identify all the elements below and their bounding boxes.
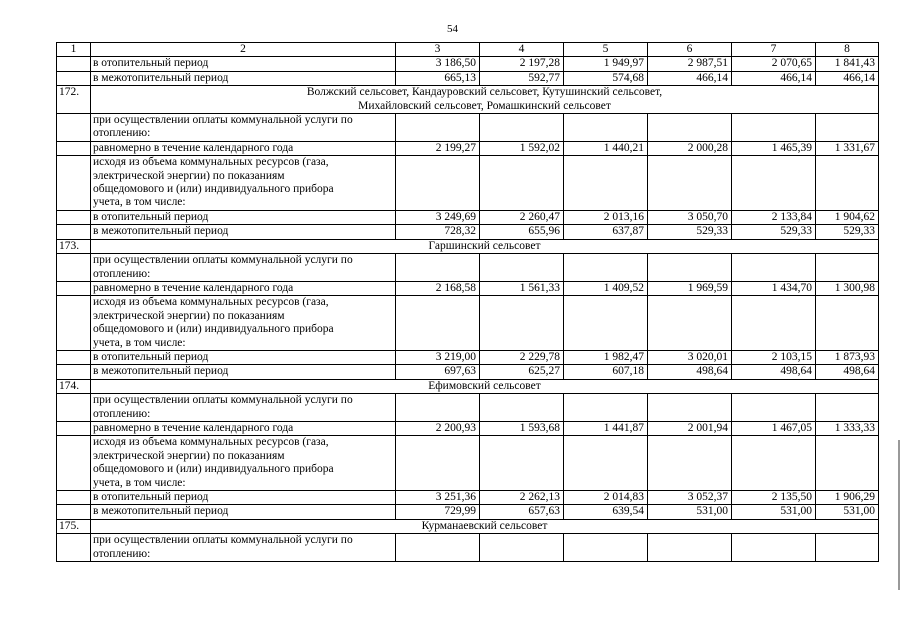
scan-edge-line <box>898 440 900 590</box>
label-line: электрической энергии) по показаниям <box>93 449 285 462</box>
table-row <box>57 57 879 71</box>
value-cell: 1 873,93 <box>816 350 879 364</box>
label-line: исходя из объема коммунальных ресурсов (газа, <box>93 156 329 169</box>
label-line: учета, в том числе: <box>93 336 186 349</box>
label-line: общедомового и (или) индивидуального прибора <box>93 463 334 476</box>
label-line: при осуществлении оплаты коммунальной услуги по <box>93 254 353 267</box>
empty-cell <box>480 296 564 351</box>
empty-cell <box>564 394 648 422</box>
text-row <box>57 394 879 422</box>
value-cell: 529,33 <box>732 225 816 239</box>
value-cell: 1 300,98 <box>816 281 879 295</box>
empty-cell <box>648 296 732 351</box>
empty-cell <box>816 156 879 211</box>
value-cell: 1 465,39 <box>732 141 816 155</box>
empty-cell <box>648 254 732 282</box>
table-row <box>57 350 879 364</box>
row-label <box>91 534 396 562</box>
empty-cell <box>396 156 480 211</box>
empty-cell <box>732 156 816 211</box>
label-line: учета, в том числе: <box>93 476 186 489</box>
value-cell: 607,18 <box>564 365 648 379</box>
value-cell: 2 135,50 <box>732 491 816 505</box>
empty-cell <box>648 156 732 211</box>
value-cell: 2 013,16 <box>564 210 648 224</box>
value-cell: 655,96 <box>480 225 564 239</box>
region-row <box>57 379 879 393</box>
value-cell: 3 219,00 <box>396 350 480 364</box>
row-number-cell <box>57 254 91 282</box>
value-cell: 2 197,28 <box>480 57 564 71</box>
value-cell: 529,33 <box>648 225 732 239</box>
empty-cell <box>480 114 564 142</box>
region-number: 175. <box>57 519 91 533</box>
value-cell: 1 592,02 <box>480 141 564 155</box>
value-cell: 2 260,47 <box>480 210 564 224</box>
label-line: общедомового и (или) индивидуального прибора <box>93 323 334 336</box>
row-label <box>91 394 396 422</box>
empty-cell <box>396 436 480 491</box>
label-line: электрической энергии) по показаниям <box>93 169 285 182</box>
label-line: отоплению: <box>93 547 151 560</box>
row-number-cell <box>57 505 91 519</box>
row-label: равномерно в течение календарного года <box>91 421 396 435</box>
empty-cell <box>480 394 564 422</box>
table-row <box>57 71 879 85</box>
value-cell: 3 249,69 <box>396 210 480 224</box>
row-number-cell <box>57 281 91 295</box>
row-label: в межотопительный период <box>91 505 396 519</box>
row-label: в отопительный период <box>91 210 396 224</box>
row-number-cell <box>57 436 91 491</box>
row-label: в межотопительный период <box>91 365 396 379</box>
empty-cell <box>732 296 816 351</box>
text-row <box>57 254 879 282</box>
empty-cell <box>480 254 564 282</box>
region-row <box>57 86 879 114</box>
row-label: в отопительный период <box>91 491 396 505</box>
row-number-cell <box>57 394 91 422</box>
table-row <box>57 281 879 295</box>
value-cell: 1 441,87 <box>564 421 648 435</box>
value-cell: 531,00 <box>648 505 732 519</box>
column-number: 8 <box>816 43 879 57</box>
region-name-line: Курманаевский сельсовет <box>421 519 548 532</box>
table-row <box>57 491 879 505</box>
value-cell: 3 251,36 <box>396 491 480 505</box>
value-cell: 466,14 <box>816 71 879 85</box>
value-cell: 1 906,29 <box>816 491 879 505</box>
value-cell: 592,77 <box>480 71 564 85</box>
column-number: 7 <box>732 43 816 57</box>
row-label: в межотопительный период <box>91 225 396 239</box>
label-line: исходя из объема коммунальных ресурсов (газа, <box>93 296 329 309</box>
value-cell: 2 987,51 <box>648 57 732 71</box>
row-number-cell <box>57 534 91 562</box>
empty-cell <box>816 254 879 282</box>
region-number: 174. <box>57 379 91 393</box>
value-cell: 637,87 <box>564 225 648 239</box>
empty-cell <box>480 534 564 562</box>
text-row <box>57 436 879 491</box>
row-label <box>91 296 396 351</box>
row-number-cell <box>57 225 91 239</box>
page-number: 54 <box>447 23 458 35</box>
empty-cell <box>396 296 480 351</box>
label-line: при осуществлении оплаты коммунальной услуги по <box>93 534 353 547</box>
table-row <box>57 505 879 519</box>
value-cell: 1 333,33 <box>816 421 879 435</box>
value-cell: 466,14 <box>732 71 816 85</box>
column-number: 4 <box>480 43 564 57</box>
row-label: в отопительный период <box>91 57 396 71</box>
value-cell: 728,32 <box>396 225 480 239</box>
row-number-cell <box>57 491 91 505</box>
text-row <box>57 156 879 211</box>
row-label: равномерно в течение календарного года <box>91 281 396 295</box>
empty-cell <box>732 436 816 491</box>
label-line: электрической энергии) по показаниям <box>93 309 285 322</box>
value-cell: 498,64 <box>816 365 879 379</box>
empty-cell <box>396 114 480 142</box>
table-row <box>57 141 879 155</box>
empty-cell <box>564 156 648 211</box>
row-number-cell <box>57 114 91 142</box>
region-number: 173. <box>57 239 91 253</box>
table-row <box>57 210 879 224</box>
region-name-line: Волжский сельсовет, Кандауровский сельсовет, Кутушинский сельсовет, <box>306 86 663 99</box>
empty-cell <box>480 436 564 491</box>
empty-cell <box>732 394 816 422</box>
value-cell: 2 168,58 <box>396 281 480 295</box>
row-number-cell <box>57 57 91 71</box>
table-row <box>57 421 879 435</box>
value-cell: 3 050,70 <box>648 210 732 224</box>
label-line: исходя из объема коммунальных ресурсов (газа, <box>93 436 329 449</box>
label-line: отоплению: <box>93 127 151 140</box>
text-row <box>57 534 879 562</box>
value-cell: 2 133,84 <box>732 210 816 224</box>
empty-cell <box>732 534 816 562</box>
empty-cell <box>564 436 648 491</box>
empty-cell <box>564 254 648 282</box>
region-name-line: Михайловский сельсовет, Ромашкинский сельсовет <box>358 99 611 112</box>
empty-cell <box>648 534 732 562</box>
value-cell: 1 593,68 <box>480 421 564 435</box>
value-cell: 2 103,15 <box>732 350 816 364</box>
value-cell: 531,00 <box>732 505 816 519</box>
value-cell: 625,27 <box>480 365 564 379</box>
row-number-cell <box>57 210 91 224</box>
column-number: 2 <box>91 43 396 57</box>
value-cell: 1 467,05 <box>732 421 816 435</box>
value-cell: 529,33 <box>816 225 879 239</box>
value-cell: 665,13 <box>396 71 480 85</box>
value-cell: 1 904,62 <box>816 210 879 224</box>
value-cell: 1 434,70 <box>732 281 816 295</box>
column-number: 6 <box>648 43 732 57</box>
row-label: равномерно в течение календарного года <box>91 141 396 155</box>
value-cell: 657,63 <box>480 505 564 519</box>
empty-cell <box>564 534 648 562</box>
value-cell: 639,54 <box>564 505 648 519</box>
value-cell: 1 409,52 <box>564 281 648 295</box>
value-cell: 1 982,47 <box>564 350 648 364</box>
region-row <box>57 519 879 533</box>
value-cell: 2 000,28 <box>648 141 732 155</box>
empty-cell <box>648 436 732 491</box>
empty-cell <box>816 436 879 491</box>
region-name <box>91 379 879 393</box>
text-row <box>57 296 879 351</box>
empty-cell <box>732 254 816 282</box>
value-cell: 2 014,83 <box>564 491 648 505</box>
value-cell: 2 001,94 <box>648 421 732 435</box>
column-number: 3 <box>396 43 480 57</box>
region-name <box>91 519 879 533</box>
value-cell: 2 199,27 <box>396 141 480 155</box>
empty-cell <box>648 114 732 142</box>
label-line: общедомового и (или) индивидуального прибора <box>93 183 334 196</box>
region-number: 172. <box>57 86 91 114</box>
empty-cell <box>648 394 732 422</box>
region-name <box>91 239 879 253</box>
value-cell: 2 229,78 <box>480 350 564 364</box>
region-name-line: Ефимовский сельсовет <box>428 379 541 392</box>
value-cell: 498,64 <box>732 365 816 379</box>
empty-cell <box>732 114 816 142</box>
value-cell: 697,63 <box>396 365 480 379</box>
empty-cell <box>396 534 480 562</box>
empty-cell <box>480 156 564 211</box>
value-cell: 2 070,65 <box>732 57 816 71</box>
value-cell: 3 186,50 <box>396 57 480 71</box>
row-number-cell <box>57 365 91 379</box>
empty-cell <box>564 296 648 351</box>
row-number-cell <box>57 350 91 364</box>
value-cell: 2 200,93 <box>396 421 480 435</box>
empty-cell <box>816 534 879 562</box>
value-cell: 574,68 <box>564 71 648 85</box>
label-line: при осуществлении оплаты коммунальной услуги по <box>93 114 353 127</box>
value-cell: 1 331,67 <box>816 141 879 155</box>
empty-cell <box>396 254 480 282</box>
region-name <box>91 86 879 114</box>
empty-cell <box>816 296 879 351</box>
table-body <box>57 43 879 562</box>
row-label <box>91 114 396 142</box>
row-number-cell <box>57 156 91 211</box>
value-cell: 2 262,13 <box>480 491 564 505</box>
row-number-cell <box>57 141 91 155</box>
value-cell: 729,99 <box>396 505 480 519</box>
value-cell: 466,14 <box>648 71 732 85</box>
table-row <box>57 365 879 379</box>
empty-cell <box>564 114 648 142</box>
row-label: в отопительный период <box>91 350 396 364</box>
row-label <box>91 254 396 282</box>
tariff-table <box>56 42 879 562</box>
row-label <box>91 156 396 211</box>
row-number-cell <box>57 296 91 351</box>
value-cell: 1 561,33 <box>480 281 564 295</box>
empty-cell <box>816 114 879 142</box>
row-label: в межотопительный период <box>91 71 396 85</box>
table-row <box>57 225 879 239</box>
label-line: учета, в том числе: <box>93 196 186 209</box>
label-line: при осуществлении оплаты коммунальной услуги по <box>93 394 353 407</box>
value-cell: 3 020,01 <box>648 350 732 364</box>
column-number: 1 <box>57 43 91 57</box>
row-number-cell <box>57 71 91 85</box>
value-cell: 1 841,43 <box>816 57 879 71</box>
value-cell: 3 052,37 <box>648 491 732 505</box>
text-row <box>57 114 879 142</box>
empty-cell <box>816 394 879 422</box>
value-cell: 531,00 <box>816 505 879 519</box>
value-cell: 498,64 <box>648 365 732 379</box>
empty-cell <box>396 394 480 422</box>
column-number-row <box>57 43 879 57</box>
value-cell: 1 969,59 <box>648 281 732 295</box>
region-row <box>57 239 879 253</box>
value-cell: 1 949,97 <box>564 57 648 71</box>
region-name-line: Гаршинский сельсовет <box>428 239 541 252</box>
label-line: отоплению: <box>93 407 151 420</box>
row-label <box>91 436 396 491</box>
row-number-cell <box>57 421 91 435</box>
value-cell: 1 440,21 <box>564 141 648 155</box>
column-number: 5 <box>564 43 648 57</box>
label-line: отоплению: <box>93 267 151 280</box>
